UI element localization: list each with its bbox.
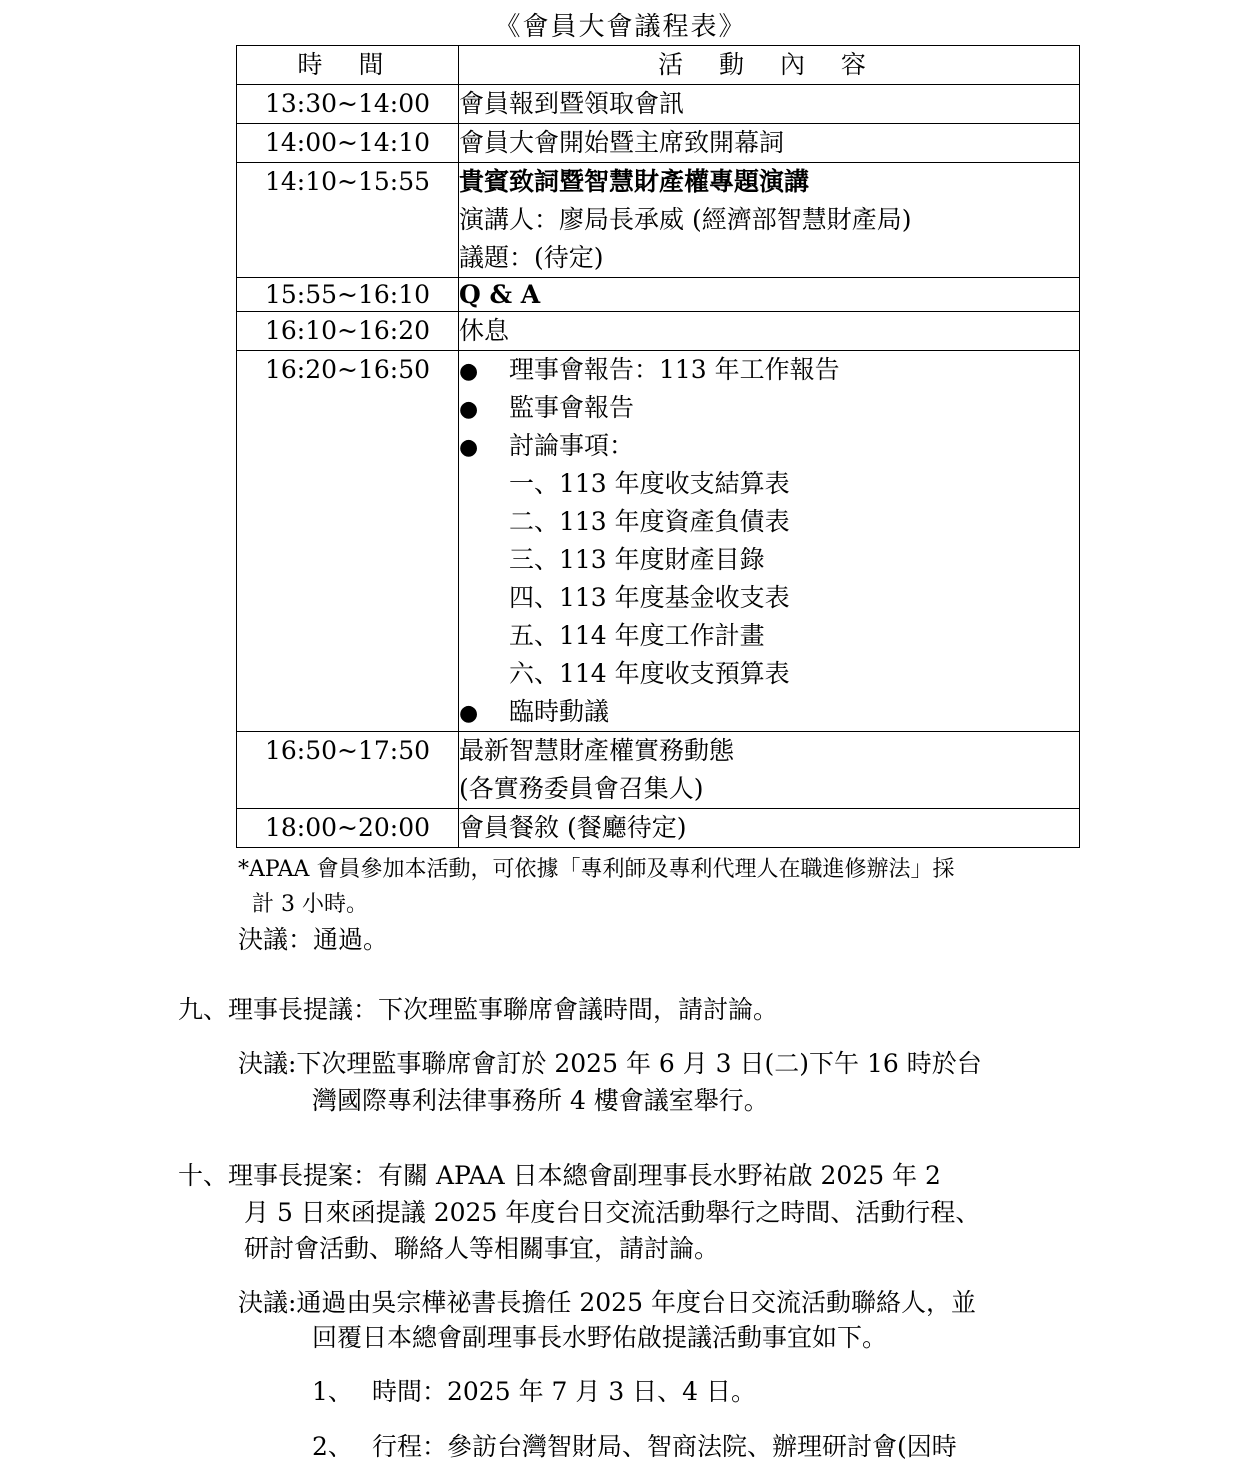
sub-item: 五、114 年度工作計畫	[509, 621, 765, 650]
agenda-table	[236, 45, 1080, 848]
sub-item: 六、114 年度收支預算表	[509, 659, 790, 688]
row-content	[459, 809, 1080, 848]
row-time: 13:30~14:00	[237, 85, 459, 124]
list-item: ● 監事會報告	[459, 389, 1079, 427]
sub-item: 三、113 年度財產目錄	[509, 545, 765, 574]
row-content	[459, 124, 1080, 163]
content-line: 最新智慧財產權實務動態	[459, 736, 735, 765]
row-content	[459, 312, 1080, 351]
bullet-icon: ●	[459, 701, 479, 726]
header-time: 時 間	[237, 46, 459, 85]
note-line-2: 計 3 小時。	[252, 892, 368, 917]
point-2-number: 2、	[312, 1432, 353, 1461]
item10-line-3: 研討會活動、聯絡人等相關事宜，請討論。	[244, 1234, 720, 1263]
point-1-text: 時間：2025 年 7 月 3 日、4 日。	[372, 1377, 757, 1406]
content-line: 會員餐敘 (餐廳待定)	[459, 813, 687, 842]
row-time: 15:55~16:10	[237, 278, 459, 312]
content-line: Q & A	[459, 280, 541, 309]
bullet-icon: ●	[459, 359, 479, 384]
item9-heading: 九、理事長提議：下次理監事聯席會議時間，請討論。	[178, 995, 779, 1024]
table-row	[237, 351, 1080, 732]
content-line: 演講人：廖局長承威 (經濟部智慧財產局)	[459, 205, 912, 234]
row-content	[459, 278, 1080, 312]
list-item: ● 理事會報告：113 年工作報告	[459, 351, 1079, 389]
point-2-text: 行程：參訪台灣智財局、智商法院、辦理研討會(因時	[372, 1432, 957, 1461]
list-item: ● 臨時動議	[459, 693, 1079, 731]
item10-resolution-line-2: 回覆日本總會副理事長水野佑啟提議活動事宜如下。	[312, 1323, 888, 1352]
table-header-row	[237, 46, 1080, 85]
row-content	[459, 85, 1080, 124]
content-line: 會員報到暨領取會訊	[459, 89, 685, 118]
list-item: ● 討論事項：	[459, 427, 1079, 465]
row-content	[459, 732, 1080, 809]
content-line: 休息	[459, 316, 510, 345]
table-row	[237, 809, 1080, 848]
content-line: 貴賓致詞暨智慧財產權專題演講	[459, 167, 810, 196]
item10-resolution-line-1: 決議:通過由吳宗樺祕書長擔任 2025 年度台日交流活動聯絡人，並	[238, 1288, 976, 1317]
content-line: 議題：(待定)	[459, 243, 604, 272]
item9-resolution-line-2: 灣國際專利法律事務所 4 樓會議室舉行。	[312, 1086, 769, 1115]
table-row	[237, 732, 1080, 809]
table-row	[237, 85, 1080, 124]
resolution-text: 決議：通過。	[238, 925, 389, 954]
sub-item: 二、113 年度資產負債表	[509, 507, 790, 536]
bullet-icon: ●	[459, 435, 479, 460]
item9-resolution-line-1: 決議:下次理監事聯席會訂於 2025 年 6 月 3 日(二)下午 16 時於台	[238, 1049, 982, 1078]
point-1-number: 1、	[312, 1377, 353, 1406]
row-time: 16:50~17:50	[237, 732, 459, 809]
sub-item: 一、113 年度收支結算表	[509, 469, 790, 498]
agenda-title: 《會員大會議程表》	[494, 12, 747, 42]
content-line: (各實務委員會召集人)	[459, 774, 704, 803]
header-content: 活 動 內 容	[459, 46, 1080, 85]
table-row	[237, 124, 1080, 163]
row-time: 16:10~16:20	[237, 312, 459, 351]
note-line-1: *APAA 會員參加本活動，可依據「專利師及專利代理人在職進修辦法」採	[238, 857, 955, 882]
content-line: 會員大會開始暨主席致開幕詞	[459, 128, 785, 157]
row-time: 14:00~14:10	[237, 124, 459, 163]
row-time: 18:00~20:00	[237, 809, 459, 848]
item10-line-2: 月 5 日來函提議 2025 年度台日交流活動舉行之時間、活動行程、	[244, 1198, 981, 1227]
row-content	[459, 351, 1080, 732]
table-row	[237, 163, 1080, 278]
row-time: 14:10~15:55	[237, 163, 459, 278]
table-row	[237, 278, 1080, 312]
row-time: 16:20~16:50	[237, 351, 459, 732]
table-row	[237, 312, 1080, 351]
sub-item: 四、113 年度基金收支表	[509, 583, 790, 612]
row-content	[459, 163, 1080, 278]
item10-line-1: 十、理事長提案：有關 APAA 日本總會副理事長水野祐啟 2025 年 2	[178, 1161, 941, 1190]
bullet-icon: ●	[459, 397, 479, 422]
